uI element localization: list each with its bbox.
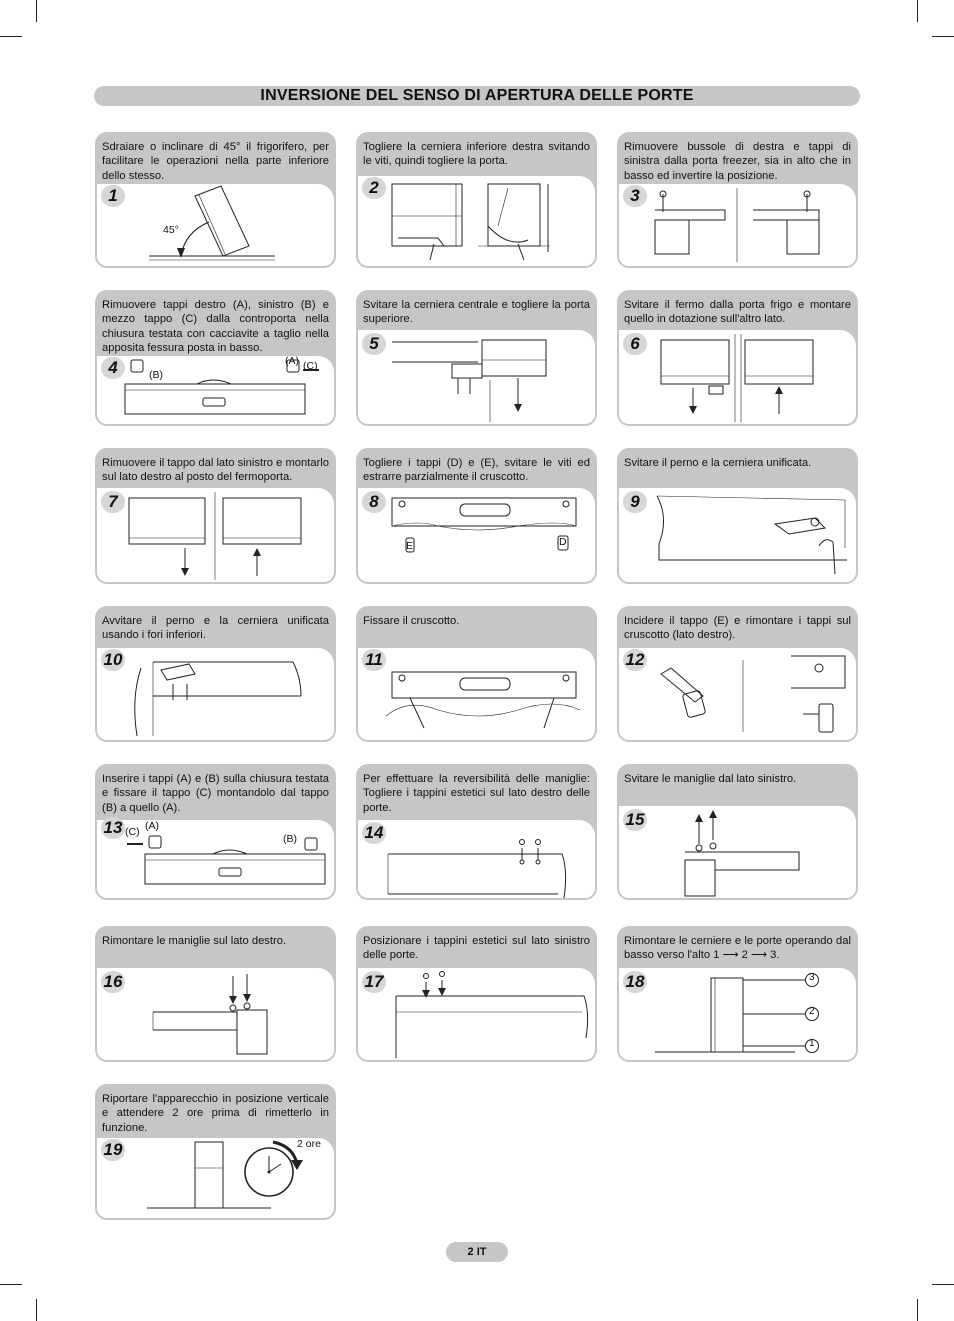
illustration-panel [358,820,595,898]
angle-label: 45° [163,224,179,236]
cap-label-b: (B) [283,833,297,845]
step-number: 3 [623,185,647,207]
step-number: 19 [101,1139,125,1161]
crop-mark [0,36,22,37]
position-label-3: 3 [809,972,815,983]
step-number: 15 [623,809,647,831]
step-text: Togliere la cerniera inferiore destra svitando le viti, quindi togliere la porta. [363,141,590,168]
step-number: 13 [101,817,125,839]
step-text: Svitare il perno e la cerniera unificata. [624,457,812,469]
cap-label-e: E [406,540,414,552]
step-text: Riportare l'apparecchio in posizione verticale e attendere 2 ore prima di rimetterlo in funzione. [102,1093,329,1134]
illustration-panel [619,488,856,582]
cap-label-d: D [559,536,567,548]
step-text: Rimuovere tappi destro (A), sinistro (B) e mezzo tappo (C) dalla controporta nella chiusura testata con cacciavite a taglio nella apposita fessura posta in basso. [102,299,329,355]
illustration-panel [619,968,856,1060]
illustration-panel [97,968,334,1060]
step-13 [95,764,336,900]
step-14 [356,764,597,900]
step-7 [95,448,336,584]
step-text: Rimuovere bussole di destra e tappi di sinistra dalla porta freezer, sia in alto che in basso ed invertire la posizione. [624,141,851,182]
cap-label-a: (A) [285,355,299,367]
dashboard-fix-illustration [358,648,595,740]
illustration-panel [358,488,595,582]
handle-refit-illustration [97,968,334,1060]
pivot-hinge-illustration [619,488,856,582]
step-3 [617,132,858,268]
step-number: 8 [362,491,386,513]
step-6 [617,290,858,426]
cap-swap-illustration [97,488,334,582]
step-text: Inserire i tappi (A) e (B) sulla chiusura testata e fissare il tappo (C) montandolo dal tappo (B) a quello (A). [102,773,329,814]
illustration-panel [619,330,856,424]
step-5 [356,290,597,426]
step-text: Per effettuare la reversibilità delle maniglie: Togliere i tappini estetici sul lato destro delle porte. [363,773,590,814]
crop-mark [917,1299,918,1321]
step-text: Rimontare le maniglie sul lato destro. [102,935,287,947]
illustration-panel [358,968,595,1060]
step-number: 2 [362,177,386,199]
step-19 [95,1084,336,1220]
step-9 [617,448,858,584]
step-15 [617,764,858,900]
step-number: 6 [623,333,647,355]
step-number: 17 [362,971,386,993]
illustration-panel [619,806,856,898]
door-plug-refit-illustration [358,968,595,1060]
illustration-panel [358,648,595,740]
step-text: Rimontare le cerniere e le porte operando dal basso verso l'alto 1 ⟶ 2 ⟶ 3. [624,935,851,962]
illustration-panel [619,648,856,740]
cap-label-c: (C) [303,360,318,372]
step-number: 18 [623,971,647,993]
door-plug-removal-illustration [358,820,595,898]
step-4 [95,290,336,426]
step-10 [95,606,336,742]
reassembly-illustration [619,968,856,1060]
step-text: Fissare il cruscotto. [363,615,460,627]
illustration-panel [97,184,334,266]
step-number: 16 [101,971,125,993]
step-text: Togliere i tappi (D) e (E), svitare le viti ed estrarre parzialmente il cruscotto. [363,457,590,484]
step-text: Avvitare il perno e la cerniera unificata usando i fori inferiori. [102,615,329,642]
door-stop-illustration [619,330,856,424]
step-17 [356,926,597,1062]
page-number: 2 IT [446,1242,508,1262]
illustration-panel [619,184,856,266]
position-label-2: 2 [809,1006,815,1017]
step-16 [95,926,336,1062]
illustration-panel [97,820,334,898]
dashboard-illustration [358,488,595,582]
illustration-panel [97,1138,334,1218]
position-label-1: 1 [809,1038,815,1049]
handle-removal-illustration [619,806,856,898]
step-text: Incidere il tappo (E) e rimontare i tappi sul cruscotto (lato destro). [624,615,851,642]
illustration-panel [97,356,334,424]
crop-mark [932,36,954,37]
cap-cut-illustration [619,648,856,740]
step-text: Svitare le maniglie dal lato sinistro. [624,773,797,785]
crop-mark [932,1284,954,1285]
wait-time-label: 2 ore [297,1138,321,1150]
step-11 [356,606,597,742]
step-number: 14 [362,822,386,844]
step-number: 5 [362,333,386,355]
step-2 [356,132,597,268]
cap-label-a: (A) [145,820,159,832]
crop-mark [917,0,918,22]
step-text: Svitare la cerniera centrale e togliere la porta superiore. [363,299,590,326]
step-number: 11 [362,649,386,671]
illustration-panel [97,488,334,582]
step-text: Svitare il fermo dalla porta frigo e montare quello in dotazione sull'altro lato. [624,299,851,326]
hinge-removal-illustration [358,176,595,266]
center-hinge-illustration [358,330,595,424]
crop-mark [36,0,37,22]
step-text: Rimuovere il tappo dal lato sinistro e montarlo sul lato destro al posto del fermoporta. [102,457,329,484]
cap-label-c: (C) [125,826,140,838]
illustration-panel [358,176,595,266]
step-number: 10 [101,649,125,671]
step-number: 4 [101,357,125,379]
step-text: Sdraiare o inclinare di 45° il frigorifero, per facilitare le operazioni nella parte inferiore dello stesso. [102,141,329,182]
step-number: 12 [623,649,647,671]
cap-label-b: (B) [149,369,163,381]
illustration-panel [358,330,595,424]
crop-mark [36,1299,37,1321]
step-12 [617,606,858,742]
upright-wait-illustration [97,1138,334,1218]
illustration-panel [97,648,334,740]
crop-mark [0,1284,22,1285]
freezer-door-illustration [619,184,856,266]
page-title: INVERSIONE DEL SENSO DI APERTURA DELLE PORTE [94,86,860,106]
step-number: 7 [101,491,125,513]
step-18 [617,926,858,1062]
step-text: Posizionare i tappini estetici sul lato sinistro delle porte. [363,935,590,962]
step-number: 1 [101,185,125,207]
step-1 [95,132,336,268]
pivot-refit-illustration [97,648,334,740]
tilted-fridge-illustration [97,184,334,266]
step-8 [356,448,597,584]
step-number: 9 [623,491,647,513]
